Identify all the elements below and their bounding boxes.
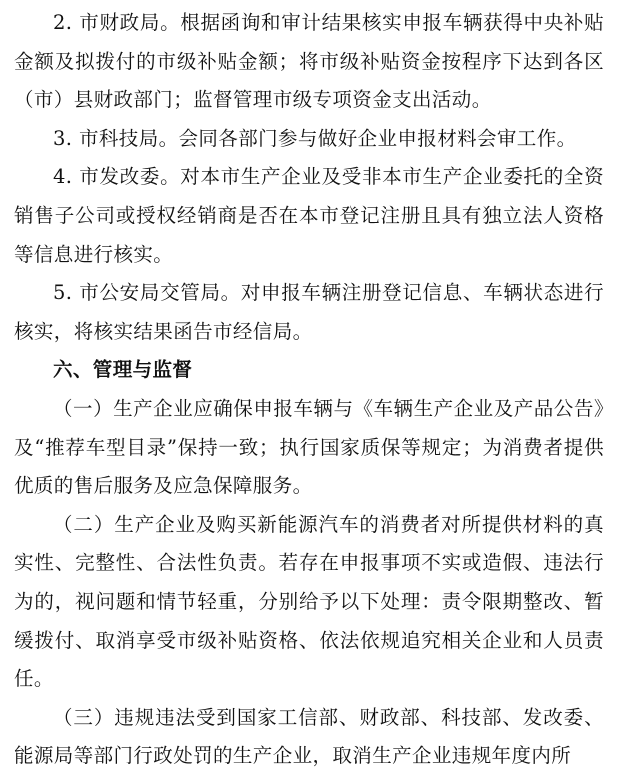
paragraph-development-commission: 4. 市发改委。对本市生产企业及受非本市生产企业委托的全资销售子公司或授权经销商是否在本市登记注册且具有独立法人资格等信息进行核实。 — [14, 165, 604, 266]
document-page — [14, 4, 604, 776]
section-heading: 六、管理与监督 — [53, 358, 193, 382]
paragraph-item-one: （一）生产企业应确保申报车辆与《车辆生产企业及产品公告》及“推荐车型目录”保持一致；执行国家质保等规定；为消费者提供优质的售后服务及应急保障服务。 — [14, 396, 604, 498]
paragraph-traffic-police: 5. 市公安局交管局。对申报车辆注册登记信息、车辆状态进行核实，将核实结果函告市经信局。 — [14, 281, 604, 343]
paragraph-item-two: （二）生产企业及购买新能源汽车的消费者对所提供材料的真实性、完整性、合法性负责。若存在申报事项不实或造假、违法行为的，视问题和情节轻重，分别给予以下处理：责令限期整改、暂缓拨付、取消享受市级补贴资格、依法依规追究相关企业和人员责任。 — [14, 512, 604, 691]
paragraph-science-bureau: 3. 市科技局。会同各部门参与做好企业申报材料会审工作。 — [53, 126, 577, 150]
paragraph-finance-bureau: 2. 市财政局。根据函询和审计结果核实申报车辆获得中央补贴金额及拟拨付的市级补贴金额；将市级补贴资金按程序下达到各区（市）县财政部门；监督管理市级专项资金支出活动。 — [14, 11, 604, 112]
paragraph-item-three: （三）违规违法受到国家工信部、财政部、科技部、发改委、能源局等部门行政处罚的生产企业，取消生产企业违规年度内所 — [14, 705, 604, 768]
